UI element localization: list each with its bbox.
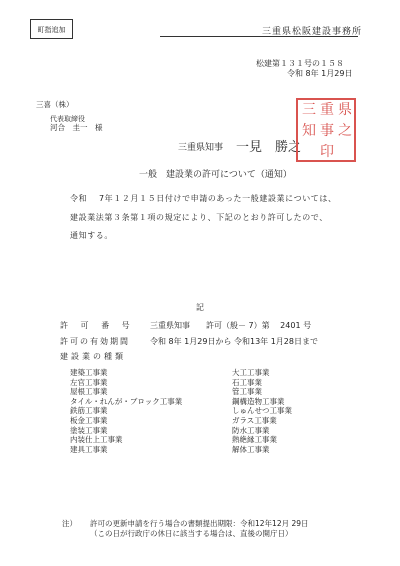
validity-period-value: 令和 8年 1月29日から 令和13年 1月28日まで xyxy=(150,337,318,346)
body-line-2: 建設業法第３条第１項の規定により、下記のとおり許可したので、 xyxy=(70,213,328,222)
list-item: 鋼構造物工事業 xyxy=(232,396,285,406)
document-number: 松建第１３１号の１５８ xyxy=(256,59,344,68)
ki-heading: 記 xyxy=(196,303,204,312)
body-line-3: 通知する。 xyxy=(70,231,113,240)
permit-number-label: 許 可 番 号 xyxy=(60,321,135,330)
body-line-1: 令和 7年１２月１５日付けで申請のあった一般建設業については、 xyxy=(70,194,337,203)
stamp-box: 町指追加 xyxy=(30,19,73,39)
official-seal-icon: 三 重 県 知 事 之 印 xyxy=(296,98,356,162)
footer-note-line-1: 許可の更新申請を行う場合の書類提出期限：令和12年12月 29日 xyxy=(90,519,309,528)
list-item: しゅんせつ工事業 xyxy=(232,406,292,416)
business-types-right xyxy=(232,368,292,454)
recipient-title: 代表取締役 xyxy=(50,115,85,123)
list-item: 板金工事業 xyxy=(70,415,108,425)
recipient-name: 河合 圭一 様 xyxy=(50,123,103,132)
list-item: ガラス工事業 xyxy=(232,415,277,425)
governor-label: 三重県知事 xyxy=(178,143,224,153)
footer-note-line-2: （この日が行政庁の休日に該当する場合は、直後の開庁日） xyxy=(90,529,293,538)
list-item: 鉄筋工事業 xyxy=(70,406,108,416)
list-item: 防水工事業 xyxy=(232,425,270,435)
list-item: 左官工事業 xyxy=(70,377,108,387)
list-item: 建築工事業 xyxy=(70,368,108,377)
office-name: 三重県松阪建設事務所 xyxy=(262,27,363,37)
list-item: 内装仕上工事業 xyxy=(70,435,123,445)
document-date: 令和 8年 1月29日 xyxy=(287,69,353,78)
list-item: 建具工事業 xyxy=(70,444,108,454)
business-types-left xyxy=(70,368,182,454)
list-item: 大工工事業 xyxy=(232,368,270,377)
recipient-company: 三喜（株） xyxy=(36,100,74,109)
list-item: 屋根工事業 xyxy=(70,387,108,397)
list-item: 塗装工事業 xyxy=(70,425,108,435)
validity-period-label: 許可の有効期間 xyxy=(60,337,130,346)
list-item: 熱絶縁工事業 xyxy=(232,435,277,445)
subject-line: 一般 建設業の許可について（通知） xyxy=(139,170,292,180)
governor-name: 一見 勝之 xyxy=(236,140,302,155)
list-item: 管工事業 xyxy=(232,387,262,397)
list-item: 石工事業 xyxy=(232,377,262,387)
list-item: タイル・れんが・ブロック工事業 xyxy=(70,396,183,406)
business-types-label: 建設業の種類 xyxy=(60,352,126,361)
footer-note-label: 注） xyxy=(62,519,77,528)
permit-number-value: 三重県知事 許可（般－ 7）第 2401 号 xyxy=(150,321,312,330)
list-item: 解体工事業 xyxy=(232,444,270,454)
